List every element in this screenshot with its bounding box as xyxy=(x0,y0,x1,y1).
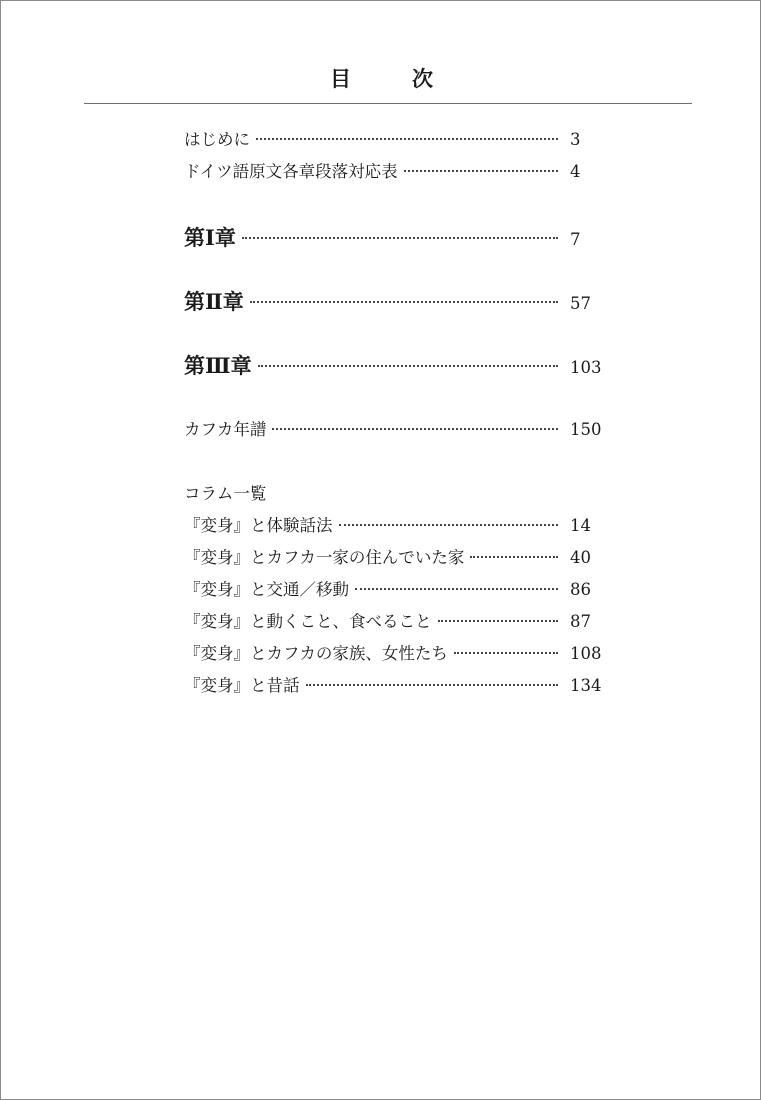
toc-column-item[interactable] xyxy=(184,674,604,698)
leader-dots xyxy=(339,515,559,532)
chapter-page-number: 7 xyxy=(570,230,581,249)
columns-heading: コラム一覧 xyxy=(184,484,267,503)
leader-dots xyxy=(470,547,558,564)
leader-dots xyxy=(454,643,558,660)
column-page-number: 87 xyxy=(570,612,591,631)
toc-entry-preface[interactable] xyxy=(184,128,604,152)
column-label: 『変身』とカフカ一家の住んでいた家 xyxy=(184,548,465,567)
toc-entry-chapter-2[interactable] xyxy=(184,287,604,319)
toc-entry-chapter-1[interactable] xyxy=(184,223,604,255)
leader-dots xyxy=(404,161,558,178)
toc-entry-correspondence-table[interactable] xyxy=(184,160,604,184)
entry-label: カフカ年譜 xyxy=(184,420,267,439)
leader-dots xyxy=(242,224,558,245)
toc-column-item[interactable] xyxy=(184,546,604,570)
column-label: 『変身』と体験話法 xyxy=(184,516,333,535)
leader-dots xyxy=(306,675,559,692)
entry-page-number: 4 xyxy=(570,162,581,181)
column-label: 『変身』と交通／移動 xyxy=(184,580,349,599)
leader-dots xyxy=(250,288,558,309)
toc-column-item[interactable] xyxy=(184,514,604,538)
column-page-number: 134 xyxy=(570,676,602,695)
leader-dots xyxy=(355,579,558,596)
leader-dots xyxy=(438,611,559,628)
column-label: 『変身』と昔話 xyxy=(184,676,300,695)
entry-page-number: 150 xyxy=(570,420,602,439)
column-label: 『変身』と動くこと、食べること xyxy=(184,612,432,631)
chapter-label: 第Ⅲ章 xyxy=(184,353,252,378)
leader-dots xyxy=(256,129,558,146)
leader-dots xyxy=(258,352,558,373)
toc-entry-chronology[interactable] xyxy=(184,418,604,442)
chapter-page-number: 103 xyxy=(570,358,602,377)
title-rule xyxy=(84,103,692,104)
chapter-page-number: 57 xyxy=(570,294,591,313)
chapter-label: 第Ⅰ章 xyxy=(184,225,236,250)
entry-label: ドイツ語原文各章段落対応表 xyxy=(184,162,398,181)
column-page-number: 86 xyxy=(570,580,591,599)
leader-dots xyxy=(272,419,558,436)
toc-entry-chapter-3[interactable] xyxy=(184,351,604,383)
entry-label: はじめに xyxy=(184,130,250,149)
column-page-number: 14 xyxy=(570,516,591,535)
column-page-number: 108 xyxy=(570,644,602,663)
column-label: 『変身』とカフカの家族、女性たち xyxy=(184,644,448,663)
toc-column-item[interactable] xyxy=(184,578,604,602)
toc-title: 目 次 xyxy=(330,66,453,91)
toc-column-item[interactable] xyxy=(184,642,604,666)
chapter-label: 第Ⅱ章 xyxy=(184,289,244,314)
column-page-number: 40 xyxy=(570,548,591,567)
toc-column-item[interactable] xyxy=(184,610,604,634)
entry-page-number: 3 xyxy=(570,130,581,149)
